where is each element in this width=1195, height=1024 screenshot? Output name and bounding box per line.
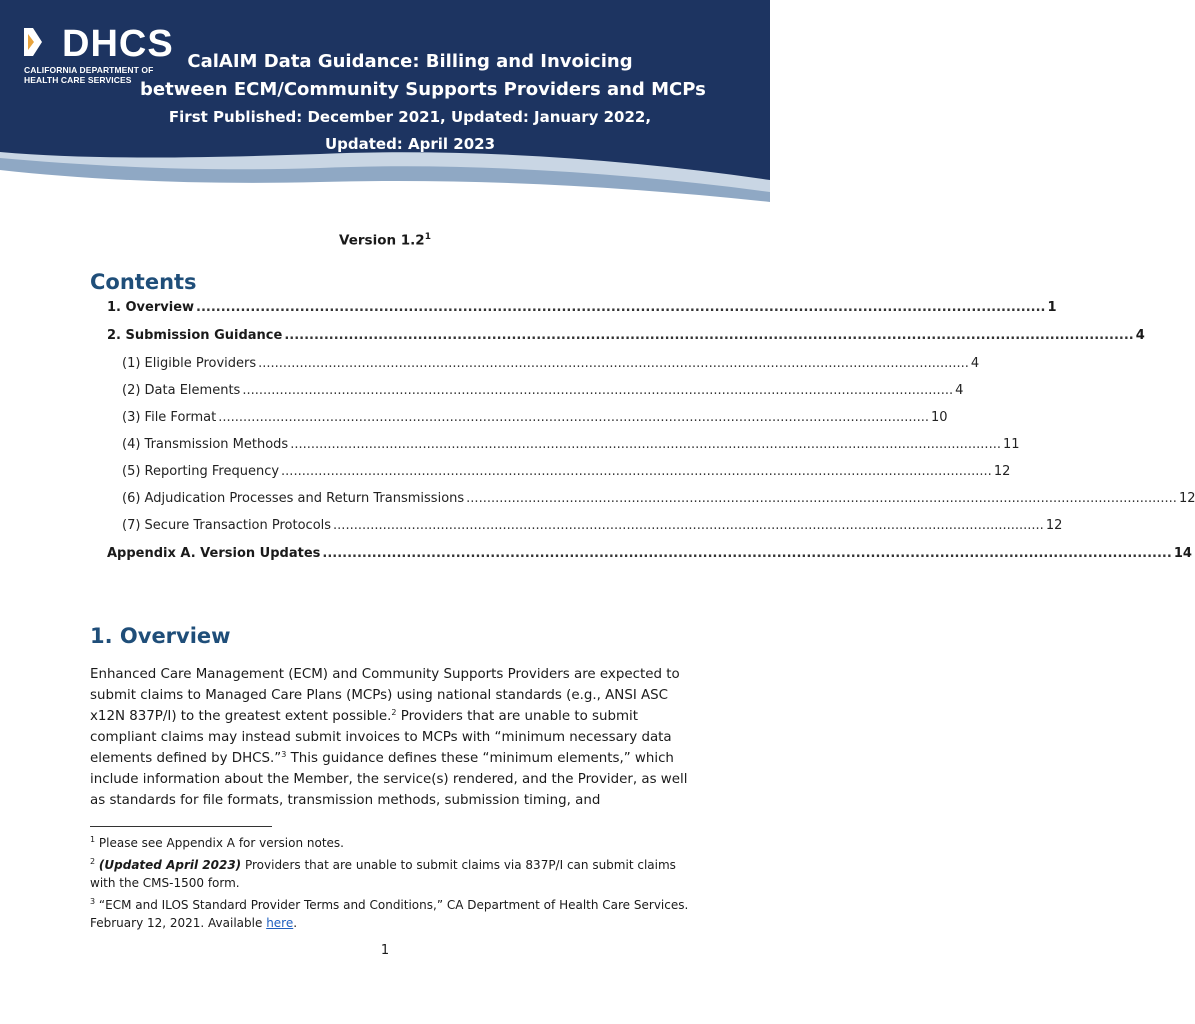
toc-entry-page: 4 <box>1135 328 1145 343</box>
toc-leader-dots: ............................................................................................................................................................................ <box>218 410 930 425</box>
toc-entry-reporting-frequency[interactable] <box>122 464 1011 479</box>
toc-entry-page: 12 <box>1045 518 1063 533</box>
toc-entry-page: 4 <box>955 383 964 398</box>
dhcs-logo-mark-icon <box>22 26 44 58</box>
footnote-ref-3[interactable]: 3 <box>281 750 287 759</box>
toc-entry-page: 4 <box>970 356 980 371</box>
page-number: 1 <box>380 943 390 958</box>
toc-entry-overview[interactable] <box>107 300 1057 315</box>
footnotes <box>90 834 690 936</box>
toc-entry-file-format[interactable] <box>122 410 948 425</box>
footnote-number: 1 <box>90 835 96 844</box>
toc-entry-page: 11 <box>1002 437 1020 452</box>
toc-entry-appendix-a[interactable] <box>107 546 1192 561</box>
toc-entry-label: 2. Submission Guidance <box>107 328 283 343</box>
toc-entry-label: (4) Transmission Methods <box>122 437 289 452</box>
publication-dates-line2: Updated: April 2023 <box>324 135 496 153</box>
version-text: Version 1.2 <box>339 232 425 249</box>
contents-heading: Contents <box>90 270 197 294</box>
toc-entry-label: (7) Secure Transaction Protocols <box>122 518 332 533</box>
footnote-ref-2[interactable]: 2 <box>391 708 397 717</box>
toc-leader-dots: ............................................................................................................................................................................ <box>284 328 1134 343</box>
footnote-2 <box>90 856 690 892</box>
footnote-text: Please see Appendix A for version notes. <box>95 836 344 850</box>
toc-leader-dots: ............................................................................................................................................................................ <box>196 300 1046 315</box>
toc-entry-page: 12 <box>1178 491 1195 506</box>
overview-text-part1: Enhanced Care Management (ECM) and Community Supports Providers are expected to submit claims to Managed Care Plans (MCPs) using national standards (e.g., ANSI ASC x12N 837P/I) to the greatest extent possible. <box>90 667 680 724</box>
footnote-ref-1[interactable]: 1 <box>424 232 431 242</box>
footnote-separator <box>90 826 272 827</box>
footnote-text: Providers that are unable to submit claims via 837P/I can submit claims with the CMS-1500 form. <box>90 858 676 890</box>
overview-heading: 1. Overview <box>90 624 231 648</box>
toc-entry-page: 12 <box>993 464 1011 479</box>
toc-entry-secure-transaction-protocols[interactable] <box>122 518 1063 533</box>
toc-entry-label: (5) Reporting Frequency <box>122 464 280 479</box>
toc-leader-dots: ............................................................................................................................................................................ <box>333 518 1044 533</box>
toc-entry-data-elements[interactable] <box>122 383 964 398</box>
toc-entry-label: (1) Eligible Providers <box>122 356 257 371</box>
toc-entry-label: 1. Overview <box>107 300 195 315</box>
footnote-text-end: . <box>293 916 298 930</box>
footnote-3 <box>90 896 690 932</box>
toc-entry-label: (6) Adjudication Processes and Return Transmissions <box>122 491 465 506</box>
toc-leader-dots: ............................................................................................................................................................................ <box>242 383 954 398</box>
toc-leader-dots: ............................................................................................................................................................................ <box>281 464 992 479</box>
toc-entry-label: (2) Data Elements <box>122 383 241 398</box>
document-header-banner <box>0 0 770 215</box>
toc-leader-dots: ............................................................................................................................................................................ <box>258 356 969 371</box>
logo-wordmark: DHCS <box>62 23 174 65</box>
footnote-link-here[interactable]: here <box>266 916 294 930</box>
toc-entry-label: (3) File Format <box>122 410 217 425</box>
overview-text-part2: Providers that are unable to submit compliant claims may instead submit invoices to MCPs with “minimum necessary data elements defined by DHCS.” <box>90 709 672 766</box>
footnote-number: 3 <box>90 897 96 906</box>
footnote-emphasis: (Updated April 2023) <box>98 858 242 872</box>
logo-subtitle-line1: CALIFORNIA DEPARTMENT OF <box>24 65 154 75</box>
toc-entry-eligible-providers[interactable] <box>122 356 980 371</box>
toc-entry-page: 14 <box>1173 546 1192 561</box>
publication-dates-line1: First Published: December 2021, Updated: January 2022, <box>168 108 652 126</box>
overview-paragraph <box>90 664 690 811</box>
overview-text-part3: This guidance defines these “minimum elements,” which include information about the Member, the service(s) rendered, and the Provider, as well as standards for file formats, transmission methods, submission timing, and <box>90 751 688 808</box>
footnote-1 <box>90 834 690 852</box>
document-title-block <box>140 48 706 158</box>
logo-subtitle-line2: HEALTH CARE SERVICES <box>24 75 132 85</box>
toc-leader-dots: ............................................................................................................................................................................ <box>290 437 1001 452</box>
footnote-text: “ECM and ILOS Standard Provider Terms and Conditions,” CA Department of Health Care Services. February 12, 2021. Available <box>90 898 689 930</box>
toc-entry-submission-guidance[interactable] <box>107 328 1145 343</box>
toc-entry-label: Appendix A. Version Updates <box>107 546 321 561</box>
document-title-line2: between ECM/Community Supports Providers and MCPs <box>140 79 706 100</box>
toc-entry-adjudication-processes[interactable] <box>122 491 1195 506</box>
toc-leader-dots: ............................................................................................................................................................................ <box>322 546 1172 561</box>
toc-entry-page: 10 <box>931 410 948 425</box>
version-label <box>0 232 770 249</box>
toc-entry-page: 1 <box>1047 300 1057 315</box>
document-title-line1: CalAIM Data Guidance: Billing and Invoicing <box>187 51 633 72</box>
toc-entry-transmission-methods[interactable] <box>122 437 1020 452</box>
dhcs-logo <box>22 23 174 86</box>
footnote-number: 2 <box>90 857 96 866</box>
toc-leader-dots: ............................................................................................................................................................................ <box>466 491 1177 506</box>
